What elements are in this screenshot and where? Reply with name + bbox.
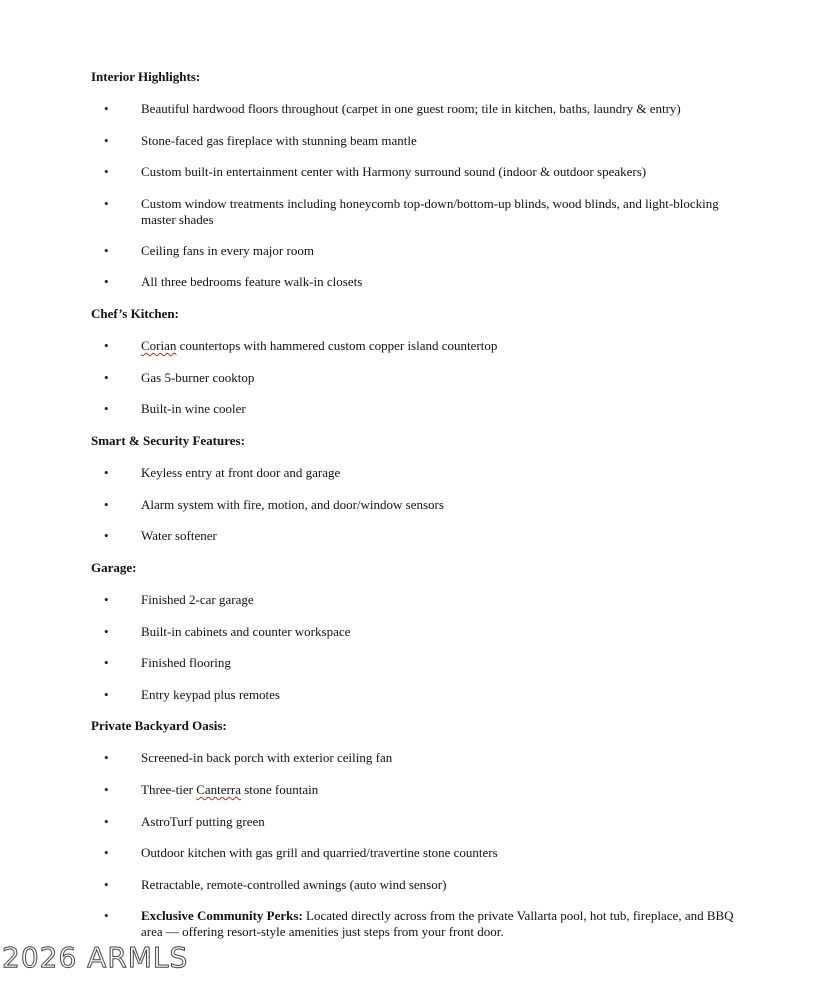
bullet-icon: • [104,497,109,512]
list-item-text [141,528,737,544]
list-item-body: Entry keypad plus remotes [141,687,280,702]
bullet-icon: • [104,624,109,639]
list-item-text [141,497,737,513]
list-item-text [141,401,737,417]
list-item-text [141,750,737,766]
bullet-icon: • [104,370,109,385]
bullet-icon: • [104,528,109,543]
list-item-text [141,655,737,671]
list-item-body: Outdoor kitchen with gas grill and quarried/travertine stone counters [141,845,498,860]
list-item-text [141,877,737,893]
list-item-text [141,782,737,798]
list-item-body: AstroTurf putting green [141,814,265,829]
list-item-text [141,338,737,354]
list-item-body: Ceiling fans in every major room [141,243,314,258]
bullet-icon: • [104,101,109,116]
bullet-icon: • [104,687,109,702]
list-item-body: Finished flooring [141,655,231,670]
list-item-text [141,370,737,386]
list-item-lead: Exclusive Community Perks: [141,908,303,923]
list-item-body: Finished 2-car garage [141,592,254,607]
bullet-icon: • [104,592,109,607]
bullet-icon: • [104,164,109,179]
watermark: 2026 ARMLS [2,941,189,974]
bullet-icon: • [104,196,109,211]
section-heading: Garage: [91,560,137,575]
bullet-icon: • [104,908,109,923]
list-item-text [141,814,737,830]
bullet-icon: • [104,782,109,797]
spellcheck-word: Corian [141,338,177,353]
list-item-text [141,465,737,481]
list-item-text [141,274,737,290]
list-item-body: Alarm system with fire, motion, and door/window sensors [141,497,444,512]
list-item-text [141,164,737,180]
list-item-text [141,101,737,117]
list-item-text [141,592,737,608]
list-item-text [141,908,737,940]
list-item-body: Water softener [141,528,217,543]
list-item-body: countertops with hammered custom copper island countertop [176,338,498,353]
list-item-text [141,687,737,703]
list-item-text [141,196,737,228]
bullet-icon: • [104,133,109,148]
list-item-body: All three bedrooms feature walk-in closets [141,274,363,289]
bullet-icon: • [104,243,109,258]
section-heading: Smart & Security Features: [91,433,245,448]
list-item-body: Built-in wine cooler [141,401,246,416]
list-item-body: Located directly across from the private Vallarta pool, hot tub, fireplace, and BBQ area — offering resort-style amenities just steps from your front door. [141,908,734,939]
list-item-prefix: Three-tier [141,782,197,797]
section-heading: Chef’s Kitchen: [91,306,179,321]
list-item-body: Custom built-in entertainment center with Harmony surround sound (indoor & outdoor speakers) [141,164,647,179]
list-item-text [141,845,737,861]
section-heading: Private Backyard Oasis: [91,718,227,733]
list-item-body: Gas 5-burner cooktop [141,370,255,385]
bullet-icon: • [104,465,109,480]
list-item-body: Keyless entry at front door and garage [141,465,341,480]
list-item-body: Screened-in back porch with exterior ceiling fan [141,750,393,765]
bullet-icon: • [104,338,109,353]
bullet-icon: • [104,845,109,860]
bullet-icon: • [104,814,109,829]
section-heading: Interior Highlights: [91,69,201,84]
list-item-body: Built-in cabinets and counter workspace [141,624,351,639]
list-item-body: Stone-faced gas fireplace with stunning beam mantle [141,133,417,148]
list-item-body: Retractable, remote-controlled awnings (auto wind sensor) [141,877,447,892]
list-item-body: stone fountain [240,782,319,797]
list-item-body: Custom window treatments including honeycomb top-down/bottom-up blinds, wood blinds, and light-blocking master shades [141,196,719,227]
spellcheck-word: Canterra [196,782,241,797]
bullet-icon: • [104,401,109,416]
bullet-icon: • [104,750,109,765]
bullet-icon: • [104,655,109,670]
list-item-text [141,243,737,259]
list-item-body: Beautiful hardwood floors throughout (carpet in one guest room; tile in kitchen, baths, laundry & entry) [141,101,681,116]
bullet-icon: • [104,274,109,289]
list-item-text [141,624,737,640]
bullet-icon: • [104,877,109,892]
list-item-text [141,133,737,149]
